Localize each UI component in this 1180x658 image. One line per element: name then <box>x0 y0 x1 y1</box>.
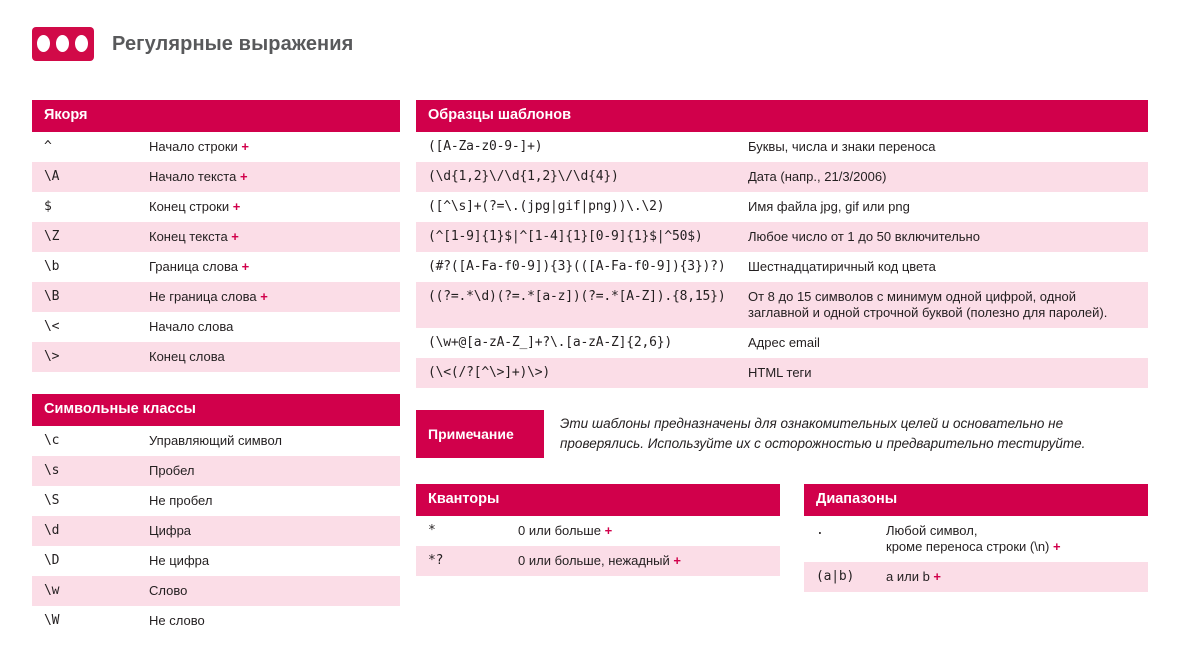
plus-marker: + <box>929 569 942 584</box>
table-row <box>416 222 1148 252</box>
row-symbol: \W <box>32 606 137 636</box>
charclasses-table <box>32 426 400 636</box>
table-row <box>32 516 400 546</box>
row-symbol: ([^\s]+(?=\.(jpg|gif|png))\.\2) <box>416 192 736 222</box>
table-row <box>32 162 400 192</box>
table-row <box>32 282 400 312</box>
table-row <box>32 252 400 282</box>
row-symbol: \d <box>32 516 137 546</box>
row-symbol: \B <box>32 282 137 312</box>
row-symbol: \s <box>32 456 137 486</box>
row-description: 0 или больше + <box>506 516 780 546</box>
row-description: Конец строки + <box>137 192 400 222</box>
note-box <box>416 410 1148 458</box>
ranges-title: Диапазоны <box>804 484 1148 516</box>
table-row <box>416 516 780 546</box>
row-description: Не слово <box>137 606 400 636</box>
row-description: Дата (напр., 21/3/2006) <box>736 162 1148 192</box>
table-row <box>804 562 1148 592</box>
plus-marker: + <box>237 139 249 154</box>
table-row <box>32 312 400 342</box>
patterns-title: Образцы шаблонов <box>416 100 1148 132</box>
table-row <box>32 546 400 576</box>
table-row <box>416 358 1148 388</box>
charclasses-title: Символьные классы <box>32 394 400 426</box>
right-column <box>416 100 1148 592</box>
table-row <box>416 132 1148 162</box>
anchors-title: Якоря <box>32 100 400 132</box>
row-description: HTML теги <box>736 358 1148 388</box>
page-title: Регулярные выражения <box>112 33 354 55</box>
row-description: Имя файла jpg, gif или png <box>736 192 1148 222</box>
row-symbol: ^ <box>32 132 137 162</box>
row-description: Любое число от 1 до 50 включительно <box>736 222 1148 252</box>
table-row <box>804 516 1148 562</box>
page-header <box>0 0 1180 78</box>
table-row <box>32 606 400 636</box>
quantifiers-tbody <box>416 516 780 576</box>
charclasses-tbody <box>32 426 400 636</box>
row-symbol: (\d{1,2}\/\d{1,2}\/\d{4}) <box>416 162 736 192</box>
bottom-row <box>416 484 1148 592</box>
row-symbol: (^[1-9]{1}$|^[1-4]{1}[0-9]{1}$|^50$) <box>416 222 736 252</box>
plus-marker: + <box>600 523 613 538</box>
row-symbol: (#?([A-Fa-f0-9]){3}(([A-Fa-f0-9]){3})?) <box>416 252 736 282</box>
note-label: Примечание <box>416 410 544 458</box>
row-symbol: ([A-Za-z0-9-]+) <box>416 132 736 162</box>
logo-dot-3 <box>75 35 88 52</box>
plus-marker: + <box>256 289 268 304</box>
quantifiers-title: Кванторы <box>416 484 780 516</box>
ranges-column <box>804 484 1148 592</box>
row-description: Буквы, числа и знаки переноса <box>736 132 1148 162</box>
row-description: Начало текста + <box>137 162 400 192</box>
patterns-table <box>416 132 1148 388</box>
row-symbol: ((?=.*\d)(?=.*[a-z])(?=.*[A-Z]).{8,15}) <box>416 282 736 328</box>
row-symbol: * <box>416 516 506 546</box>
table-row <box>32 456 400 486</box>
row-description: Конец слова <box>137 342 400 372</box>
table-row <box>416 192 1148 222</box>
patterns-tbody <box>416 132 1148 388</box>
row-description: Не граница слова + <box>137 282 400 312</box>
anchors-section <box>32 100 400 372</box>
anchors-table <box>32 132 400 372</box>
row-symbol: (\w+@[a-zA-Z_]+?\.[a-zA-Z]{2,6}) <box>416 328 736 358</box>
row-description: Граница слова + <box>137 252 400 282</box>
ranges-section <box>804 484 1148 592</box>
row-symbol: \> <box>32 342 137 372</box>
row-description: Начало слова <box>137 312 400 342</box>
row-description: Пробел <box>137 456 400 486</box>
row-description: a или b + <box>874 562 1148 592</box>
row-symbol: \w <box>32 576 137 606</box>
table-row <box>416 328 1148 358</box>
plus-marker: + <box>237 259 250 274</box>
regex-logo-icon <box>32 27 94 61</box>
ranges-table <box>804 516 1148 592</box>
table-row <box>32 222 400 252</box>
row-symbol: \A <box>32 162 137 192</box>
table-row <box>416 252 1148 282</box>
row-symbol: \D <box>32 546 137 576</box>
left-column <box>32 100 400 658</box>
row-symbol: \b <box>32 252 137 282</box>
table-row <box>416 162 1148 192</box>
row-symbol: $ <box>32 192 137 222</box>
row-description: Цифра <box>137 516 400 546</box>
quantifiers-column <box>416 484 780 592</box>
row-symbol: . <box>804 516 874 562</box>
quantifiers-table <box>416 516 780 576</box>
row-description: Любой символ, кроме переноса строки (\n) + <box>874 516 1148 562</box>
patterns-section <box>416 100 1148 388</box>
table-row <box>32 342 400 372</box>
anchors-tbody <box>32 132 400 372</box>
row-symbol: \c <box>32 426 137 456</box>
table-row <box>416 546 780 576</box>
row-description: От 8 до 15 символов с минимум одной цифрой, одной заглавной и одной строчной буквой (полезно для паролей). <box>736 282 1148 328</box>
row-description: Не пробел <box>137 486 400 516</box>
row-symbol: \< <box>32 312 137 342</box>
charclasses-section <box>32 394 400 636</box>
table-row <box>32 426 400 456</box>
table-row <box>32 486 400 516</box>
row-description: Начало строки + <box>137 132 400 162</box>
quantifiers-section <box>416 484 780 576</box>
row-symbol: \Z <box>32 222 137 252</box>
logo-dot-2 <box>56 35 69 52</box>
plus-marker: + <box>669 553 681 568</box>
row-symbol: (a|b) <box>804 562 874 592</box>
plus-marker: + <box>227 229 239 244</box>
logo-dot-1 <box>37 35 50 52</box>
ranges-tbody <box>804 516 1148 592</box>
row-description: Адрес email <box>736 328 1148 358</box>
table-row <box>32 192 400 222</box>
row-description: Не цифра <box>137 546 400 576</box>
row-description: 0 или больше, нежадный + <box>506 546 780 576</box>
row-description: Слово <box>137 576 400 606</box>
row-symbol: *? <box>416 546 506 576</box>
row-description: Управляющий символ <box>137 426 400 456</box>
row-symbol: (\<(/?[^\>]+)\>) <box>416 358 736 388</box>
row-symbol: \S <box>32 486 137 516</box>
row-description: Конец текста + <box>137 222 400 252</box>
row-description: Шестнадцатиричный код цвета <box>736 252 1148 282</box>
plus-marker: + <box>1049 539 1061 554</box>
plus-marker: + <box>236 169 248 184</box>
note-text: Эти шаблоны предназначены для ознакомительных целей и основательно не проверялись. Используйте их с осторожностью и предварительно тестируйте. <box>560 416 1086 451</box>
table-row <box>416 282 1148 328</box>
table-row <box>32 576 400 606</box>
table-row <box>32 132 400 162</box>
plus-marker: + <box>229 199 241 214</box>
